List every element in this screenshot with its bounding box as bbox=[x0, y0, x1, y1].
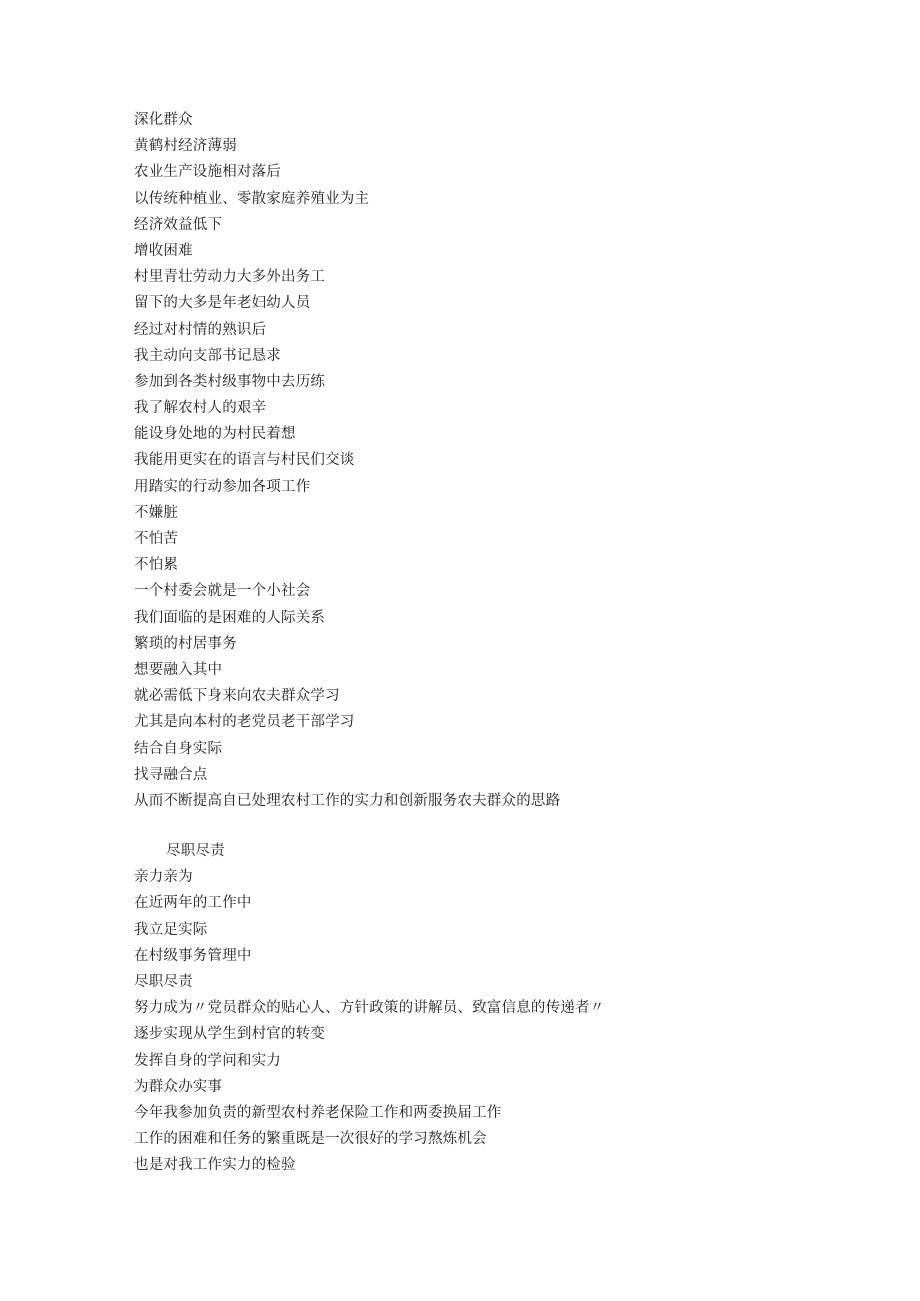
text-line: 尤其是向本村的老党员老干部学习 bbox=[134, 714, 355, 731]
text-line: 找寻融合点 bbox=[134, 766, 208, 783]
text-line: 我们面临的是困难的人际关系 bbox=[134, 609, 326, 626]
text-line: 逐步实现从学生到村官的转变 bbox=[134, 1026, 326, 1043]
text-line: 从而不断提高自已处理农村工作的实力和创新服务农夫群众的思路 bbox=[134, 792, 561, 809]
text-line: 也是对我工作实力的检验 bbox=[134, 1157, 296, 1174]
text-line: 工作的困难和任务的繁重既是一次很好的学习熬炼机会 bbox=[134, 1131, 487, 1148]
text-line: 不怕苦 bbox=[134, 531, 179, 547]
text-line: 为群众办实事 bbox=[134, 1078, 223, 1095]
text-line: 在村级事务管理中 bbox=[134, 947, 252, 964]
text-line: 村里青壮劳动力大多外出务工 bbox=[134, 269, 326, 286]
text-line: 经过对村情的熟识后 bbox=[134, 321, 267, 338]
text-line: 以传统种植业、零散家庭养殖业为主 bbox=[134, 190, 370, 207]
text-line: 想要融入其中 bbox=[134, 661, 223, 678]
text-block-section-2 bbox=[134, 838, 604, 1178]
text-line: 我能用更实在的语言与村民们交谈 bbox=[134, 452, 355, 469]
text-line: 留下的大多是年老妇幼人员 bbox=[134, 295, 311, 312]
text-line: 用踏实的行动参加各项工作 bbox=[134, 478, 311, 495]
text-line: 能设身处地的为村民着想 bbox=[134, 426, 296, 443]
text-line: 我主动向支部书记恳求 bbox=[134, 347, 281, 364]
text-line: 深化群众 bbox=[134, 112, 193, 128]
text-line: 一个村委会就是一个小社会 bbox=[134, 583, 311, 600]
text-line: 不嫌脏 bbox=[134, 504, 179, 521]
text-line: 努力成为〃党员群众的贴心人、方针政策的讲解员、致富信息的传递者〃 bbox=[134, 1000, 605, 1017]
text-line: 经济效益低下 bbox=[134, 216, 223, 233]
text-line: 亲力亲为 bbox=[134, 869, 193, 886]
text-line: 尽职尽责 bbox=[134, 973, 193, 990]
text-line: 增收困难 bbox=[134, 242, 193, 259]
text-block-section-1 bbox=[134, 107, 560, 814]
text-line: 不怕累 bbox=[134, 557, 179, 574]
text-line: 我了解农村人的艰辛 bbox=[134, 400, 267, 417]
text-line: 农业生产设施相对落后 bbox=[134, 164, 281, 181]
text-line: 参加到各类村级事物中去历练 bbox=[134, 373, 326, 390]
text-line: 今年我参加负责的新型农村养老保险工作和两委换届工作 bbox=[134, 1104, 502, 1121]
text-line: 结合自身实际 bbox=[134, 740, 223, 757]
text-line: 发挥自身的学问和实力 bbox=[134, 1052, 281, 1069]
text-line: 我立足实际 bbox=[134, 921, 208, 938]
text-line: 就必需低下身来向农夫群众学习 bbox=[134, 688, 340, 705]
text-line: 繁琐的村居事务 bbox=[134, 635, 237, 652]
section-heading: 尽职尽责 bbox=[166, 843, 225, 859]
text-line: 在近两年的工作中 bbox=[134, 895, 252, 912]
text-line: 黄鹤村经济薄弱 bbox=[134, 138, 237, 155]
